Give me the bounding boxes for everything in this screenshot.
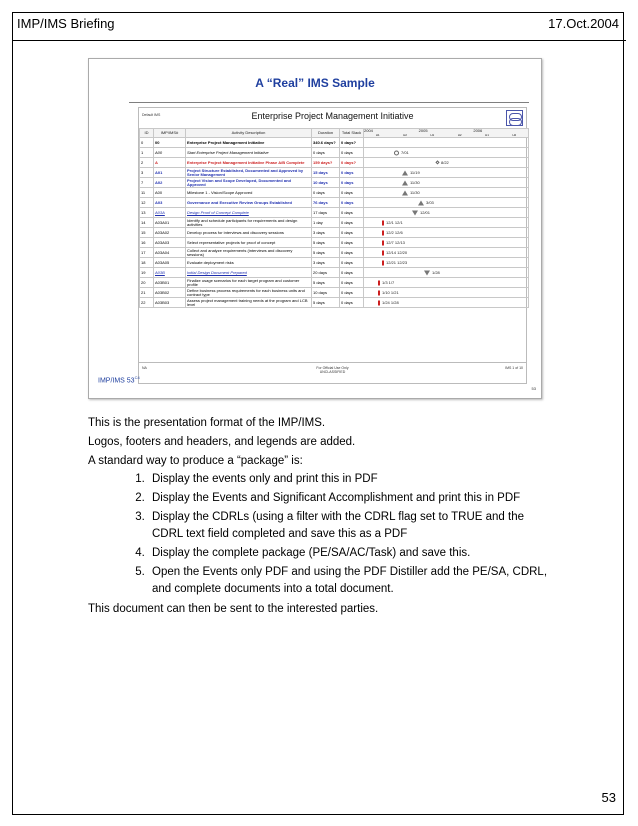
ims-cell-id: 19 (140, 268, 154, 278)
ims-cell-gantt (364, 298, 529, 308)
notes-paragraph: Logos, footers and headers, and legends are added. (88, 436, 356, 448)
ims-cell-gantt (364, 208, 529, 218)
ims-cell-id: 21 (140, 288, 154, 298)
slide-footer-text: IMP/IMS 53 (98, 377, 135, 385)
ims-cell-id: 16 (140, 238, 154, 248)
notes-paragraph: A standard way to produce a “package” is: (88, 455, 303, 467)
ims-cell-slack: 0 days (340, 218, 364, 228)
slide-footer-sup: C4 (134, 375, 140, 380)
ims-cell-id: 3 (140, 168, 154, 178)
ims-cell-num: 00 (154, 138, 186, 148)
ims-cell-id: 17 (140, 248, 154, 258)
ims-cell-num: A (154, 158, 186, 168)
ims-cell-desc: Identify and schedule participants for requirements and design activities (186, 218, 312, 228)
ims-row (140, 188, 529, 198)
gantt-date-label: 1/10 1/21 (382, 289, 399, 295)
gantt-milestone (412, 210, 430, 215)
gantt-date-label: 12/01 (420, 209, 431, 215)
ims-row (140, 278, 529, 288)
gantt-date-label: 12/14 12/20 (386, 249, 408, 255)
ims-row (140, 158, 529, 168)
header-divider (12, 40, 626, 41)
ims-cell-num: A03B02 (154, 288, 186, 298)
gantt-milestone (378, 280, 394, 285)
ims-row (140, 218, 529, 228)
gantt-milestone (378, 290, 399, 295)
ims-cell-num: A03A02 (154, 228, 186, 238)
ims-cell-duration: 20 days (312, 268, 340, 278)
ims-cell-num: A03A05 (154, 258, 186, 268)
ims-cell-slack: 0 days? (340, 158, 364, 168)
ims-cell-slack: 0 days (340, 168, 364, 178)
col-duration: Duration (312, 129, 340, 138)
ims-cell-slack: 0 days (340, 208, 364, 218)
ims-footer (139, 362, 526, 383)
ims-cell-gantt (364, 248, 529, 258)
notes-step: 1. Display the events only and print this in PDF (148, 471, 558, 488)
milestone-marker-icon (435, 161, 439, 165)
ims-cell-id: 15 (140, 228, 154, 238)
ims-cell-id: 0 (140, 138, 154, 148)
ims-footer-right: IMS 1 of 10 (505, 366, 523, 370)
ims-cell-desc: Assess project management training needs at the program and LCB level (186, 298, 312, 308)
ims-cell-duration: 17 days (312, 208, 340, 218)
ims-cell-duration: 0 days (312, 148, 340, 158)
gantt-milestone (394, 150, 409, 155)
ims-footer-left: NA (142, 366, 147, 370)
milestone-marker-icon (382, 260, 384, 265)
ims-cell-id: 20 (140, 278, 154, 288)
ims-cell-duration: 5 days (312, 248, 340, 258)
notes-step: 4. Display the complete package (PE/SA/AC/Task) and save this. (148, 545, 558, 562)
ims-cell-id: 18 (140, 258, 154, 268)
slide-title-rule (129, 102, 529, 103)
ims-cell-slack: 0 days (340, 188, 364, 198)
ims-cell-num: A03B (154, 268, 186, 278)
ims-cell-slack: 0 days (340, 278, 364, 288)
ims-cell-duration: 5 days (312, 298, 340, 308)
notes-step: 2. Display the Events and Significant Accomplishment and print this in PDF (148, 490, 558, 507)
ims-cell-duration: 5 days (312, 278, 340, 288)
ims-cell-desc: Initial Design Document Prepared (186, 268, 312, 278)
ims-sample (138, 107, 527, 384)
ims-cell-gantt (364, 288, 529, 298)
ims-body (140, 138, 529, 308)
slide-footer-label (98, 375, 140, 384)
gantt-milestone (418, 200, 434, 205)
ims-cell-id: 22 (140, 298, 154, 308)
gantt-date-label: 11/30 (410, 189, 420, 195)
ims-cell-gantt (364, 198, 529, 208)
ims-row (140, 178, 529, 188)
ims-cell-desc: Project Vision and Scope Developed, Documented and Approved (186, 178, 312, 188)
milestone-marker-icon (378, 300, 380, 305)
ims-cell-gantt (364, 238, 529, 248)
gantt-date-label: 11/30 (410, 179, 420, 185)
ims-cell-gantt (364, 278, 529, 288)
ims-cell-duration: 3 days (312, 258, 340, 268)
gantt-milestone (378, 300, 399, 305)
ims-cell-desc: Start Enterprise Project Management Initiative (186, 148, 312, 158)
gantt-milestone (382, 230, 403, 235)
ims-row (140, 298, 529, 308)
ims-cell-slack: 0 days (340, 148, 364, 158)
ims-cell-gantt (364, 258, 529, 268)
milestone-marker-icon (382, 240, 384, 245)
ims-cell-slack: 0 days? (340, 138, 364, 148)
ims-cell-desc: Enterprise Project Management Initiative (186, 138, 312, 148)
milestone-marker-icon (402, 170, 408, 175)
ims-cell-slack: 0 days (340, 258, 364, 268)
ims-cell-num: A03A (154, 208, 186, 218)
header-title: IMP/IMS Briefing (17, 16, 115, 31)
notes-paragraph: This is the presentation format of the IMP/IMS. (88, 417, 326, 429)
gantt-milestone (402, 180, 420, 185)
ims-cell-slack: 0 days (340, 198, 364, 208)
gantt-milestone (402, 170, 420, 175)
col-desc: Activity Description (186, 129, 312, 138)
gantt-milestone (424, 270, 440, 275)
half-label: H2 (512, 133, 517, 138)
page-number: 53 (601, 790, 616, 805)
ims-cell-slack: 0 days (340, 238, 364, 248)
ims-cell-gantt (364, 268, 529, 278)
ims-row (140, 248, 529, 258)
gantt-date-label: 1/3 1/7 (382, 279, 395, 285)
col-id: ID (140, 129, 154, 138)
half-label: H1 (375, 133, 380, 138)
ims-cell-num: A00 (154, 148, 186, 158)
ims-cell-desc: Collect and analyze requirements (interviews and discovery sessions) (186, 248, 312, 258)
ims-cell-gantt (364, 158, 529, 168)
ims-cell-num: A03 (154, 198, 186, 208)
ims-cell-desc: Define business process requirements for each business units and contract type (186, 288, 312, 298)
gantt-date-label: 12/2 12/6 (386, 229, 403, 235)
ims-cell-gantt (364, 218, 529, 228)
ims-cell-slack: 0 days (340, 178, 364, 188)
company-logo-icon (506, 110, 523, 126)
ims-cell-duration: 3 days (312, 228, 340, 238)
ims-cell-gantt (364, 178, 529, 188)
half-label: H2 (457, 133, 462, 138)
notes-body (88, 414, 558, 619)
ims-cell-duration: 15 days (312, 168, 340, 178)
notes-steps-list (88, 471, 558, 598)
milestone-marker-icon (378, 290, 380, 295)
gantt-date-label: 3/03 (426, 199, 434, 205)
ims-cell-num: A03A04 (154, 248, 186, 258)
ims-row (140, 258, 529, 268)
ims-cell-desc: Enterprise Project Management Initiative Phase A/B Complete (186, 158, 312, 168)
gantt-date-label: 12/1 12/1 (386, 219, 403, 225)
ims-cell-desc: Evaluate deployment risks (186, 258, 312, 268)
year-2004: 2004 (364, 128, 373, 133)
ims-row (140, 148, 529, 158)
ims-row (140, 138, 529, 148)
ims-row (140, 238, 529, 248)
ims-row (140, 208, 529, 218)
gantt-milestone (402, 190, 420, 195)
classification-line-1: For Official Use Only (316, 366, 349, 370)
ims-cell-slack: 0 days (340, 228, 364, 238)
gantt-date-label: 12/21 12/23 (386, 259, 408, 265)
ims-cell-num: A02 (154, 178, 186, 188)
milestone-marker-icon (378, 280, 380, 285)
milestone-marker-icon (418, 200, 424, 205)
notes-paragraph: This document can then be sent to the interested parties. (88, 603, 379, 615)
ims-cell-num: A03B01 (154, 278, 186, 288)
ims-cell-id: 13 (140, 208, 154, 218)
milestone-marker-icon (382, 220, 384, 225)
notes-step: 5. Open the Events only PDF and using the PDF Distiller add the PE/SA, CDRL, and complete documents into a total document. (148, 564, 558, 598)
gantt-date-label: 11/19 (410, 169, 420, 175)
slide-page-mark: 53 (531, 386, 536, 391)
gantt-date-label: 1/24 1/28 (382, 299, 399, 305)
ims-row (140, 198, 529, 208)
classification-line-2: UNCLASSIFIED (319, 370, 346, 374)
ims-cell-slack: 0 days (340, 248, 364, 258)
milestone-marker-icon (394, 150, 399, 155)
ims-row (140, 268, 529, 278)
gantt-date-label: 1/28 (432, 269, 440, 275)
col-num: IMP/IMS# (154, 129, 186, 138)
ims-cell-slack: 0 days (340, 288, 364, 298)
ims-cell-slack: 0 days (340, 298, 364, 308)
milestone-marker-icon (424, 270, 430, 275)
ims-table (139, 128, 529, 308)
ims-row (140, 168, 529, 178)
gantt-milestone (382, 220, 403, 225)
ims-row (140, 228, 529, 238)
col-slack: Total Slack (340, 129, 364, 138)
ims-cell-duration: 5 days (312, 238, 340, 248)
ims-cell-desc: Develop process for interviews and discovery sessions (186, 228, 312, 238)
ims-cell-id: 14 (140, 218, 154, 228)
ims-cell-id: 11 (140, 188, 154, 198)
ims-cell-duration: 340.6 days? (312, 138, 340, 148)
ims-cell-gantt (364, 188, 529, 198)
year-2006: 2006 (473, 128, 483, 133)
ims-cell-num: A03A03 (154, 238, 186, 248)
milestone-marker-icon (412, 210, 418, 215)
half-label: H1 (485, 133, 489, 138)
ims-cell-duration: 0 days (312, 188, 340, 198)
slide-thumbnail (88, 58, 542, 399)
ims-cell-desc: Governance and Executive Review Groups Established (186, 198, 312, 208)
ims-cell-id: 2 (140, 158, 154, 168)
gantt-milestone (436, 161, 449, 165)
ims-cell-num: A00 (154, 188, 186, 198)
header-date: 17.Oct.2004 (548, 16, 619, 31)
gantt-milestone (382, 260, 407, 265)
ims-cell-duration: 76 days (312, 198, 340, 208)
ims-cell-num: A01 (154, 168, 186, 178)
half-label: H2 (403, 133, 407, 138)
gantt-milestone (382, 240, 405, 245)
milestone-marker-icon (402, 190, 408, 195)
ims-cell-desc: Milestone 1 - Vision/Scope Approved (186, 188, 312, 198)
notes-step: 3. Display the CDRLs (using a filter with the CDRL flag set to TRUE and the CDRL text field completed and save this as a PDF (148, 509, 558, 543)
ims-header (139, 108, 526, 128)
ims-header-row (140, 129, 529, 138)
ims-cell-gantt (364, 148, 529, 158)
ims-cell-gantt (364, 168, 529, 178)
ims-cell-gantt (364, 228, 529, 238)
ims-footer-center (139, 366, 526, 374)
milestone-marker-icon (402, 180, 408, 185)
ims-title: Enterprise Project Management Initiative (251, 111, 414, 121)
ims-row (140, 288, 529, 298)
gantt-date-label: 12/7 12/13 (386, 239, 405, 245)
ims-cell-duration: 10 days (312, 178, 340, 188)
ims-cell-gantt (364, 138, 529, 148)
ims-cell-id: 7 (140, 178, 154, 188)
ims-cell-id: 12 (140, 198, 154, 208)
ims-default-label: Default IMS (142, 113, 161, 117)
ims-cell-duration: 1 day (312, 218, 340, 228)
col-timeline (364, 129, 529, 138)
year-2005: 2005 (418, 128, 428, 133)
ims-cell-id: 1 (140, 148, 154, 158)
ims-cell-desc: Finalize usage scenarios for each target program and customer profile (186, 278, 312, 288)
milestone-marker-icon (382, 230, 384, 235)
ims-cell-duration: 159 days? (312, 158, 340, 168)
milestone-marker-icon (382, 250, 384, 255)
gantt-date-label: 7/01 (401, 149, 409, 155)
ims-cell-duration: 10 days (312, 288, 340, 298)
ims-cell-num: A03B03 (154, 298, 186, 308)
ims-cell-desc: Project Structure Established, Documented and Approved by Senior Management (186, 168, 312, 178)
half-label: H1 (430, 133, 435, 138)
ims-cell-num: A03A01 (154, 218, 186, 228)
ims-cell-slack: 0 days (340, 268, 364, 278)
gantt-date-label: 8/22 (441, 159, 449, 165)
ims-cell-desc: Select representative projects for proof of concept (186, 238, 312, 248)
ims-cell-desc: Design Proof of Concept Complete (186, 208, 312, 218)
gantt-milestone (382, 250, 407, 255)
slide-title: A “Real” IMS Sample (255, 76, 375, 90)
